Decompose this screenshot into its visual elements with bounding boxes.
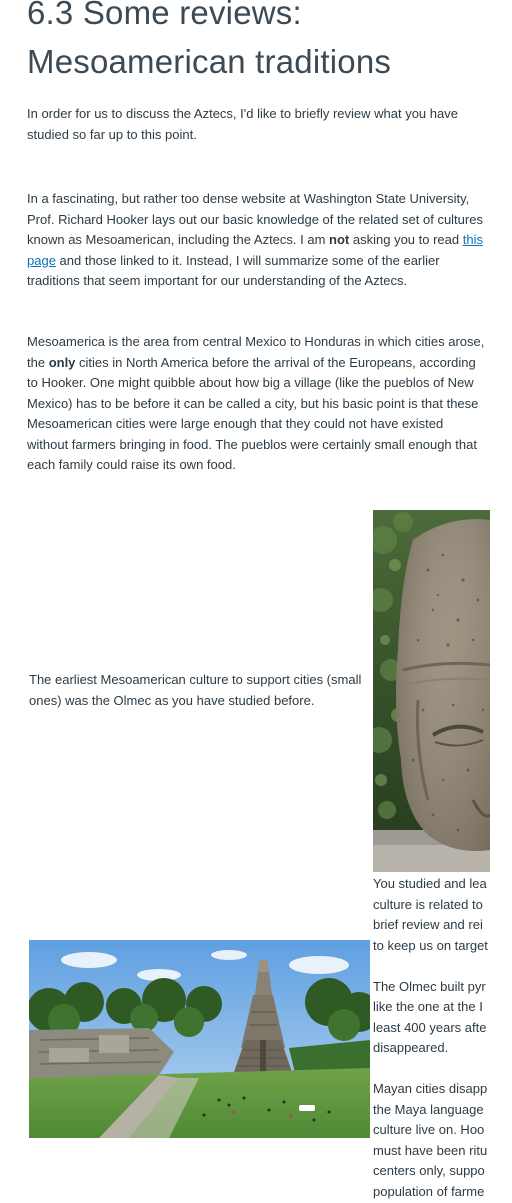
- right-paragraph-3: [373, 1079, 490, 1202]
- hooker-text-3: and those linked to it. Instead, I will summarize some of the earlier traditions that seem important for our understanding of the Aztecs.: [27, 252, 440, 288]
- right-p2-line: The Olmec built pyr: [373, 978, 486, 994]
- right-p3-line: the Maya language: [373, 1101, 484, 1117]
- right-p1-line: culture is related to: [373, 896, 483, 912]
- page-title: 6.3 Some reviews: Mesoamerican traditions: [27, 0, 392, 80]
- right-p2-line: least 400 years afte: [373, 1019, 487, 1035]
- hooker-paragraph: [27, 189, 487, 292]
- right-p1-line: to keep us on target: [373, 937, 488, 953]
- right-p2-line: like the one at the I: [373, 999, 483, 1014]
- right-p1-line: brief review and rei: [373, 917, 483, 932]
- right-p3-line: centers only, suppo: [373, 1163, 485, 1178]
- mesoamerica-paragraph: [27, 332, 487, 476]
- hooker-text-2: asking you to read: [349, 232, 463, 247]
- meso-text-2: cities in North America before the arrival of the Europeans, according to Hooker. One might quibble about how big a village (like the pueblos of New Mexico) has to be before it can be called a city, but his basic point is that these Mesoamerican cities were large enough that they could not have existed without farmers bringing in food. The pueblos were certainly small enough that each family could raise its own food.: [27, 354, 479, 472]
- right-p3-line: culture live on. Hoo: [373, 1122, 485, 1137]
- intro-paragraph: In order for us to discuss the Aztecs, I'd like to briefly review what you have studied so far up to this point.: [27, 106, 458, 142]
- olmec-caption: The earliest Mesoamerican culture to support cities (small ones) was the Olmec as you have studied before.: [29, 672, 362, 708]
- olmec-head-image: [373, 510, 490, 872]
- this-page-link[interactable]: this page: [27, 232, 483, 268]
- hooker-text-1: In a fascinating, but rather too dense website at Washington State University, Prof. Richard Hooker lays out our basic knowledge of the related set of cultures known as Mesoamerican, including the Aztecs. I am: [27, 191, 483, 247]
- right-p2-line: disappeared.: [373, 1040, 449, 1055]
- right-text-column: [373, 874, 490, 1203]
- right-paragraph-1: [373, 874, 490, 956]
- right-p3-line: must have been ritu: [373, 1142, 488, 1158]
- right-p3-line: Mayan cities disapp: [373, 1081, 488, 1096]
- right-p3-line: population of farme: [373, 1183, 485, 1199]
- meso-text-1: Mesoamerica is the area from central Mexico to Honduras in which cities arose, the: [27, 334, 485, 370]
- tikal-temple-image: [29, 940, 370, 1138]
- right-p1-line: You studied and lea: [373, 876, 487, 891]
- right-paragraph-2: [373, 977, 490, 1059]
- meso-bold-only: only: [48, 354, 76, 370]
- hooker-bold-not: not: [329, 232, 350, 247]
